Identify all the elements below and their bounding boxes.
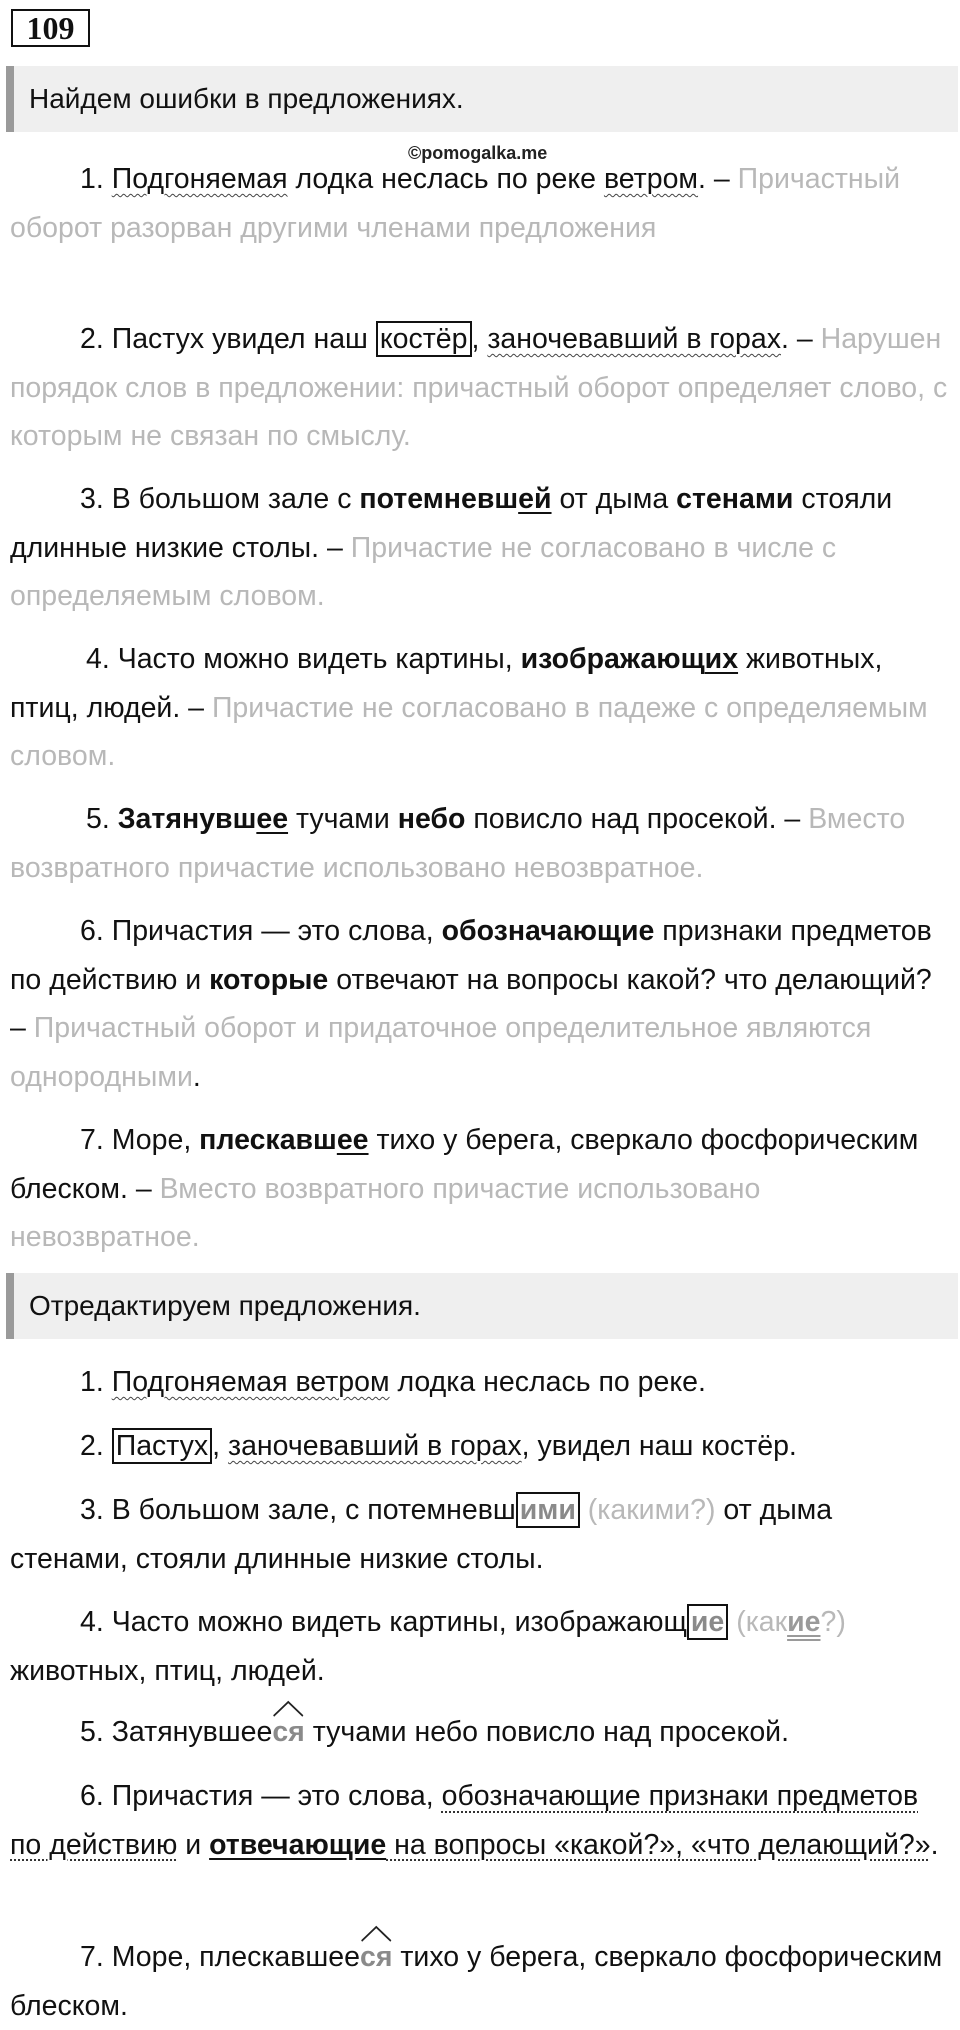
edited-item-6: 6. Причастия — это слова, обозначающие признаки предметов по действию и отвечающие на вопросы «какой?», «что делающий?». [10, 1780, 939, 1861]
error-comment: Причастный оборот и придаточное определительное являются однородными [10, 1012, 872, 1093]
error-item-1: 1. Подгоняемая лодка неслась по реке ветром. – Причастный оборот разорван другими членами предложения [10, 163, 901, 244]
error-comment: Вместо возвратного причастие использовано невозвратное. [10, 1172, 761, 1253]
error-item-7: 7. Море, плескавшее тихо у берега, сверкало фосфорическим блеском. – Вместо возвратного причастие использовано невозвратное. [10, 1124, 919, 1253]
edited-item-5: 5. Затянувшее ся тучами небо повисло над просекой. [10, 1708, 950, 1757]
boxed-word: костёр [376, 321, 472, 357]
item-number: 6. [80, 1780, 104, 1812]
edited-item-1: 1. Подгоняемая ветром лодка неслась по реке. [80, 1366, 706, 1398]
error-item-2: 2. Пастух увидел наш костёр , заночевавший в горах. – Нарушен порядок слов в предложении: причастный оборот определяет слово, с которым не связан по смыслу. [10, 323, 948, 452]
error-item-6: 6. Причастия — это слова, обозначающие признаки предметов по действию и которые отвечают на вопросы какой? что делающий? – Причастный оборот и придаточное определительное являются однородными. [10, 915, 932, 1093]
suffix-arc-icon [272, 1700, 304, 1718]
edited-item-3: 3. В большом зале, с потемневш ими (какими?) от дыма стенами, стояли длинные низкие столы. [10, 1494, 833, 1575]
section-heading-edit: Отредактируем предложения. [6, 1273, 958, 1339]
item-number: 4. [86, 643, 110, 675]
error-comment: Вместо возвратного причастие использовано невозвратное. [10, 803, 906, 884]
error-comment: Причастие не согласовано в падеже с определяемым словом. [10, 691, 928, 772]
item-number: 3. [80, 1494, 104, 1526]
error-comment: Нарушен порядок слов в предложении: причастный оборот определяет слово, с которым не связан по смыслу. [10, 323, 948, 452]
item-number: 7. [80, 1124, 104, 1156]
error-item-3: 3. В большом зале с потемневшей от дыма стенами стояли длинные низкие столы. – Причастие не согласовано в числе с определяемым словом. [10, 483, 893, 612]
item-number: 3. [80, 483, 104, 515]
error-comment: Причастие не согласовано в числе с определяемым словом. [10, 531, 837, 612]
item-number: 6. [80, 915, 104, 947]
task-number-box: 109 [11, 9, 90, 47]
item-number: 2. [80, 323, 104, 355]
item-number: 2. [80, 1430, 104, 1462]
item-number: 4. [80, 1606, 104, 1638]
item-number: 5. [80, 1716, 104, 1748]
boxed-ending: ие [687, 1604, 728, 1640]
boxed-ending: ими [516, 1492, 580, 1528]
edited-item-7: 7. Море, плескавшее ся тихо у берега, сверкало фосфорическим блеском. [10, 1933, 950, 2030]
edited-item-4: 4. Часто можно видеть картины, изображающ ие (какие?) животных, птиц, людей. [10, 1606, 846, 1687]
item-number: 1. [80, 163, 104, 195]
edited-item-2: 2. Пастух , заночевавший в горах, увидел наш костёр. [80, 1430, 797, 1462]
watermark: ©pomogalka.me [408, 143, 548, 163]
suffix-mark: ся [360, 1933, 392, 1982]
error-item-5: 5. Затянувшее тучами небо повисло над просекой. – Вместо возвратного причастие использовано невозвратное. [10, 803, 906, 884]
item-number: 7. [80, 1941, 104, 1973]
section-heading-find-errors: Найдем ошибки в предложениях. [6, 66, 958, 132]
suffix-arc-icon [360, 1925, 392, 1943]
item-number: 5. [86, 803, 110, 835]
error-comment: Причастный оборот разорван другими членами предложения [10, 163, 901, 244]
suffix-mark: ся [272, 1708, 304, 1757]
error-item-4: 4. Часто можно видеть картины, изображающих животных, птиц, людей. – Причастие не согласовано в падеже с определяемым словом. [10, 643, 928, 772]
boxed-word: Пастух [112, 1428, 212, 1464]
item-number: 1. [80, 1366, 104, 1398]
